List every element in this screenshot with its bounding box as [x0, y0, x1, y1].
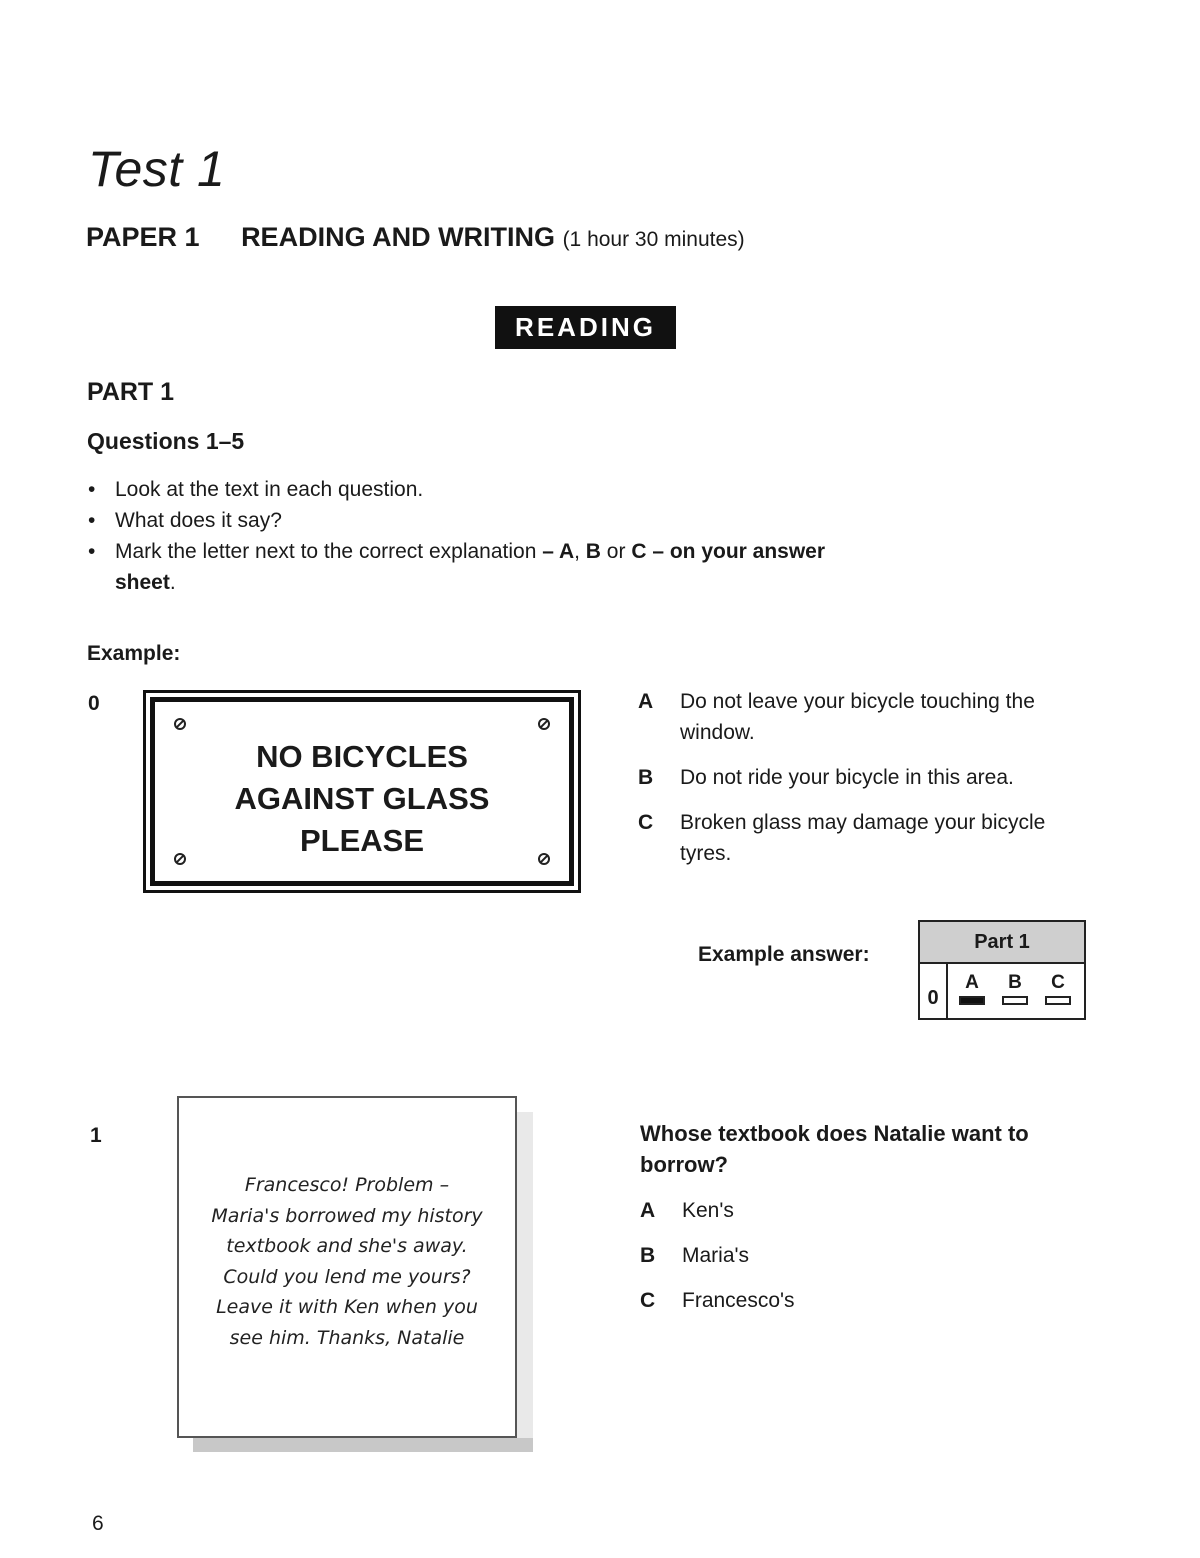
answer-sheet-header: Part 1 — [920, 922, 1084, 964]
screw-icon — [174, 718, 186, 730]
paper-duration: (1 hour 30 minutes) — [562, 228, 745, 251]
screw-icon — [538, 718, 550, 730]
option-item: A Do not leave your bicycle touching the window. — [638, 690, 1035, 744]
question-prompt: Whose textbook does Natalie want to borrow? — [640, 1121, 1029, 1177]
paper-label: PAPER 1 — [86, 222, 200, 252]
option-item: C Francesco's — [640, 1289, 795, 1312]
filled-mark-icon — [959, 996, 985, 1005]
example-options — [638, 686, 1090, 883]
question-number: 1 — [90, 1124, 102, 1147]
note-card — [177, 1096, 517, 1438]
option-item: A Ken's — [640, 1199, 734, 1222]
note-text: Francesco! Problem – Maria's borrowed my history textbook and she's away. Could you lend me yours? Leave it with Ken when you see him. Thanks, Natalie — [211, 1174, 483, 1349]
instruction-item: • Look at the text in each question. — [86, 474, 846, 505]
example-number: 0 — [88, 692, 100, 715]
answer-sheet-sample — [918, 920, 1086, 1020]
answer-option-b: B — [1001, 972, 1029, 1005]
paper-heading — [86, 222, 745, 253]
sign-text: NO BICYCLES AGAINST GLASS PLEASE — [234, 739, 490, 858]
page-number: 6 — [92, 1512, 104, 1535]
section-badge: READING — [495, 306, 676, 349]
answer-option-a: A — [958, 972, 986, 1005]
note-shadow — [193, 1438, 533, 1452]
instructions-list — [86, 474, 846, 598]
part-heading: PART 1 — [87, 378, 175, 406]
option-item: C Broken glass may damage your bicycle tyres. — [638, 811, 1046, 865]
empty-mark-icon — [1002, 996, 1028, 1005]
example-sign — [143, 690, 581, 893]
question-options — [640, 1195, 1080, 1330]
example-label: Example: — [87, 642, 181, 665]
instruction-item: • Mark the letter next to the correct explanation – A, B or C – on your answer sheet. — [86, 536, 846, 598]
test-title: Test 1 — [88, 140, 226, 197]
answer-row-number: 0 — [920, 964, 948, 1018]
sign-frame — [150, 697, 574, 886]
note-shadow — [517, 1112, 533, 1452]
questions-heading: Questions 1–5 — [87, 428, 245, 454]
instruction-item: • What does it say? — [86, 505, 846, 536]
option-item: B Do not ride your bicycle in this area. — [638, 766, 1014, 789]
option-item: B Maria's — [640, 1244, 750, 1267]
empty-mark-icon — [1045, 996, 1071, 1005]
example-answer-label: Example answer: — [698, 943, 870, 966]
paper-title: READING AND WRITING — [241, 222, 556, 252]
answer-option-c: C — [1044, 972, 1072, 1005]
